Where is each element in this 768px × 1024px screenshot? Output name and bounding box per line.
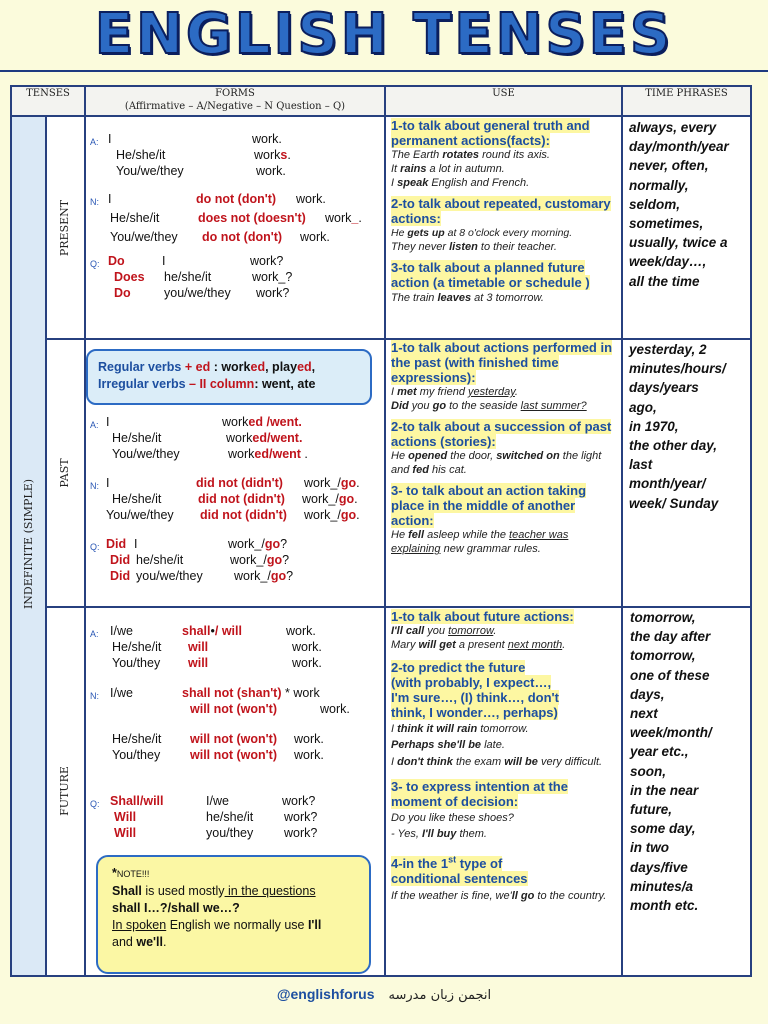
header-time-phrases: TIME PHRASES	[645, 88, 728, 99]
row-label-future: FUTURE	[58, 766, 71, 816]
future-affirmative: A: I/we shall•/ will work. He/she/it will work. You/they will work.	[90, 624, 322, 670]
side-label-indefinite: INDEFINITE (SIMPLE)	[22, 478, 35, 610]
present-affirmative: A: I work. He/she/it works. You/we/they work.	[90, 132, 291, 178]
present-use: 1-to talk about general truth and permanent actions(facts): The Earth rotates round its axis. It rains a lot in autumn. I speak English and French. 2-to talk about repeated, customary actions: He gets up at 8 o'clock every morning. They never listen to their teacher. 3-to talk about a planned future action (a timetable or schedule ) The train leaves at 3 tomorrow.	[391, 118, 611, 304]
past-rule-box: Regular verbs + ed : worked, played, Irregular verbs – II column: went, ate	[86, 349, 372, 405]
future-negative-2: He/she/it will not (won't) work. You/they will not (won't) work.	[112, 732, 324, 762]
header-use: USE	[492, 88, 515, 99]
future-use: 1-to talk about future actions: I'll call you tomorrow. Mary will get a present next month. 2-to predict the future (with probably, I expect…, I'm sure…, (I) think…, don't think, I wonder…, perhaps) I think it will rain tomorrow. Perhaps she'll be late. I don't think the exam will be very difficult. 3- to express intention at the moment of decision: Do you like these shoes? - Yes, I'll buy them. 4-in the 1st type of conditional sentences If the weather is fine, we'll go to the country.	[391, 609, 607, 903]
footer-handle[interactable]: @englishforus	[276, 986, 375, 1002]
divider	[12, 115, 750, 117]
page-title: ENGLISH TENSES	[94, 2, 674, 67]
title-underline	[0, 70, 768, 72]
past-time-phrases: yesterday, 2 minutes/hours/ days/years ago, in 1970, the other day, last month/year/ week/ Sunday	[629, 342, 726, 511]
row-label-present: PRESENT	[58, 199, 71, 257]
present-time-phrases: always, every day/month/year never, often, normally, seldom, sometimes, usually, twice a week/day…, all the time	[629, 120, 729, 289]
shall-will-note: *NOTE!!! Shall is used mostly in the questions shall I…?/shall we…? In spoken English we normally use I'll and we'll.	[96, 855, 371, 974]
header-forms: FORMS	[215, 88, 255, 99]
future-question: Q: Shall/will I/we work? Will he/she/it work? Will you/they work?	[90, 794, 318, 840]
future-time-phrases: tomorrow, the day after tomorrow, one of these days, next week/month/ year etc., soon, in the near future, some day, in two days/five minutes/a month etc.	[630, 610, 712, 914]
divider	[45, 117, 47, 975]
header-forms-sub: (Affirmative – A/Negative – N Question – Q)	[124, 101, 346, 112]
past-use: 1-to talk about actions performed in the past (with finished time expressions): I met my friend yesterday. Did you go to the seaside last summer? 2-to talk about a succession of past actions (stories): He opened the door, switched on the light and fed his cat. 3- to talk about an action taking place in the middle of another action: He fell asleep while the teacher was explaining new grammar rules.	[391, 340, 613, 555]
header-tenses: TENSES	[26, 88, 70, 99]
divider	[621, 87, 623, 975]
label-q: Q:	[90, 259, 100, 269]
divider	[84, 87, 86, 975]
label-a: A:	[90, 137, 99, 147]
footer	[0, 986, 768, 1003]
label-n: N:	[90, 197, 99, 207]
future-negative: N: I/we shall not (shan't) * work will not (won't) work.	[90, 686, 350, 716]
divider	[384, 87, 386, 975]
past-affirmative: A: I worked /went. He/she/it worked/went. You/we/they worked/went .	[90, 415, 308, 461]
row-label-past: PAST	[58, 458, 71, 488]
present-question: Q: Do I work? Does he/she/it work_? Do you/we/they work?	[90, 254, 293, 300]
present-negative: N: I do not (don't) work. He/she/it does not (doesn't) work_. You/we/they do not (don't) work.	[90, 192, 362, 244]
footer-persian: انجمن زبان مدرسه	[388, 988, 492, 1003]
past-negative: N: I did not (didn't) work_/go. He/she/it did not (didn't) work_/go. You/we/they did not (didn't) work_/go.	[90, 476, 360, 522]
past-question: Q: Did I work_/go? Did he/she/it work_/go? Did you/we/they work_/go?	[90, 537, 294, 583]
